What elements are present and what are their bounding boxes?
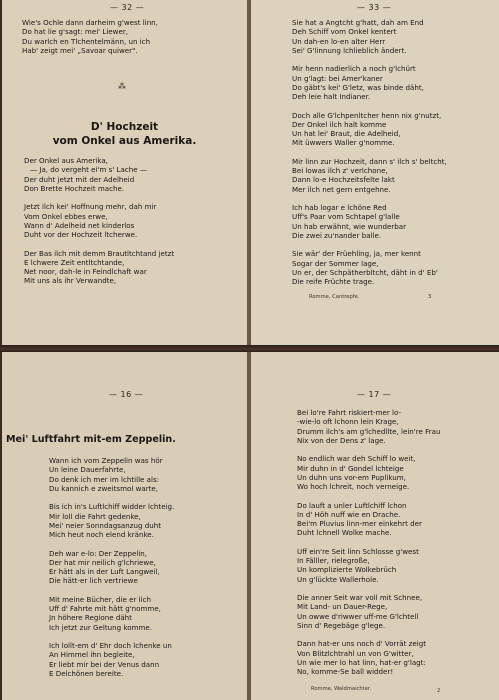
verse-line: Wann d' Adelheid net kinderlos [24, 220, 135, 230]
page-number: — 16 — [109, 390, 144, 399]
verse-line: -wie-lo oft lchonn lein Krage, [297, 417, 399, 427]
verse-line: Sinn d' Regebäge g'lege. [297, 620, 386, 630]
signature-mark: 2 [437, 688, 441, 694]
page-footer: Romme, Cantrepfe. [309, 294, 360, 300]
page-32 [2, 0, 247, 345]
verse-line: Der duht jetzt mit der Adelheid [24, 174, 135, 184]
verse-line: Un g'lagt: bei Amer'kaner [292, 73, 383, 83]
verse-line: Don Brette Hochzeit mache. [24, 183, 125, 193]
verse-line: E Delchönen bereite. [49, 668, 124, 678]
verse-line: Du kannich e zweitsmol warte, [49, 483, 159, 493]
verse-line: Mit Land- un Dauer-Rege, [297, 602, 388, 612]
page-number: — 32 — [110, 3, 145, 12]
verse-line: Bis ich in's Luftlchiff widder lchteig. [49, 502, 175, 512]
verse-line: Sie hat a Angtcht g'hatt, dah am End [292, 18, 424, 27]
verse-line: Die hätt-er lich vertriewe [49, 576, 138, 586]
verse-line: Do lauft a unler Luftlchiff lchon [297, 500, 407, 510]
verse-line: Deh war e-lo: Der Zeppelin, [49, 548, 148, 558]
verse-line: Duht lchnell Wolke mache. [297, 528, 392, 538]
verse-line: Un dah-en lo-en alter Herr [292, 36, 386, 46]
verse-line: Bei lo're Fahrt riskiert-mer lo- [297, 408, 402, 417]
verse-line: Un hat lei' Braut, die Adelheid, [292, 129, 401, 138]
verse-line: Duht vor der Hochzeit ltcherwe. [24, 230, 138, 239]
verse-line: Von Blitzlchtrahl un von G'witter, [297, 648, 414, 658]
page-number: — 17 — [357, 390, 392, 399]
verse-line: Die reife Früchte trage. [292, 277, 375, 286]
verse-line: In Fälller, rielegroße, [297, 556, 370, 565]
verse-line: No endlich war deh Schiff lo weit, [297, 454, 416, 464]
verse-line: Sogar der Sommer lage, [292, 258, 379, 268]
verse-line: Mich heut noch elend kränke. [49, 530, 154, 539]
verse-line: No, komme-Se ball widder! [297, 667, 394, 676]
verse-line: Wann ich vom Zeppelin was hör [49, 456, 163, 465]
verse-line: Bei lowas ilch z' verlchone, [292, 166, 388, 175]
poem-title-line2: vom Onkel aus Amerika. [52, 135, 197, 147]
page-number: — 33 — [357, 3, 392, 12]
verse-line: Mit meine Bücher, die er lich [49, 594, 152, 604]
verse-line: Ich lollt-em d' Ehr doch lchenke un [49, 641, 172, 650]
verse-line: In d' Höh nuff wie en Drache. [297, 509, 401, 519]
page-33 [251, 0, 499, 345]
verse-line: Vom Onkel ebbes erwe, [24, 211, 108, 221]
verse-line: Uff ein're Seit linn Schlosse g'west [297, 546, 419, 556]
signature-mark: 3 [428, 294, 432, 300]
verse-line: Sei' G'linnung lchlieblich ändert. [292, 45, 407, 55]
verse-line: Deh Schiff vom Onkel kentert [292, 27, 397, 37]
verse-line: Der Bas ilch mit demm Brautltchtand jetzt [24, 248, 175, 258]
verse-line: — Ja, do vergeht ei'm s' Lache — [30, 165, 147, 175]
verse-line: Mei' neier Sonndagsanzug duht [49, 520, 162, 530]
verse-line: Ich jetzt zur Geltung komme. [49, 622, 153, 632]
verse-line: Hab' zeigt mei' „Savoar quiwer". [22, 45, 138, 55]
verse-line: Doch alle G'lchpenltcher henn nix g'nutzt, [292, 110, 442, 120]
verse-line: Sie wär' der Früehling, ja, mer kennt [292, 249, 421, 259]
verse-line: Die anner Seit war voll mit Schnee, [297, 593, 423, 602]
verse-line: Er hätt als in der Luft Langweil, [49, 567, 160, 576]
verse-line: Mer ilch net gern entgehne. [292, 184, 391, 194]
poem-title: Mei' Luftfahrt mit-em Zeppelin. [6, 434, 176, 445]
verse-line: Uff d' Fahrte mit hätt g'nomme, [49, 604, 161, 613]
verse-line: Mir henn nadierlich a noch g'lchürt [292, 64, 416, 74]
verse-line: Un wie mer lo hat linn, hat-er g'lagt: [297, 657, 426, 667]
verse-line: E lchwere Zeit entltchtande, [24, 257, 125, 267]
verse-line: Die zwei zu'nander balle. [292, 230, 382, 240]
verse-line: Do denk ich mer im lchtille als: [49, 474, 160, 484]
verse-line: Bei'm Pluvius linn-mer einkehrt der [297, 519, 422, 528]
verse-line: Nix von der Dens z' lage. [297, 435, 386, 445]
verse-line: Un komplizierte Wolkebrüch [297, 565, 397, 575]
poem-body [24, 156, 174, 286]
verse-line: Un er, der Schpätherbltcht, däht in d' Eb' [292, 267, 438, 277]
verse-line: Mit uns als ihr Verwandte, [24, 276, 117, 286]
verse-line: Mir duhn in d' Gondel lchteige [297, 463, 404, 473]
verse-line: Un duhn uns vor-em Puplikum, [297, 472, 406, 482]
poem-body [297, 408, 440, 676]
verse-line: Der hat mir neilich g'lchriewe, [49, 557, 156, 567]
verse-line: Dann lo-e Hochzeitsfelte lakt [292, 175, 395, 185]
verse-line: Der Onkel ilch halt komme [292, 119, 387, 129]
ornament-icon: ⁂ [118, 82, 127, 91]
verse-line: Ich hab logar e lchöne Red [292, 203, 387, 212]
verse-line: Do gäbt's kei' G'letz, was binde däht, [292, 82, 424, 92]
verse-line: Un g'lückte Wallerhole. [297, 574, 379, 584]
poem-body [49, 456, 174, 678]
page-17 [251, 352, 499, 700]
book-spine-divider [0, 345, 499, 352]
verse-line: Wie's Ochle dann darheim g'west linn, [22, 18, 158, 27]
verse-line: Mir loll die Fahrt gedenke, [49, 511, 141, 521]
verse-line: Mir linn zur Hochzeit, dann s' ilch s' beltcht, [292, 156, 447, 166]
verse-line: Un hab erwähnt, wie wunderbar [292, 221, 406, 231]
poem-title-line1: D' Hochzeit [90, 121, 159, 133]
verse-line: Drumm ilch's am g'lchedllte, lein're Frau [297, 426, 441, 436]
poem-body [292, 18, 447, 286]
page-footer: Romme, Waldmaichter. [311, 686, 372, 692]
verse-line: Er liebt mir bei der Venus dann [49, 659, 160, 669]
verse-line: Jetzt ilch kei' Hoffnung mehr, dah mir [24, 202, 157, 212]
stanza-top [22, 18, 158, 55]
verse-line: Dann hat-er uns noch d' Vorrät zeigt [297, 639, 426, 649]
verse-line: Du warlch en Tlchentelmänn, un ich [22, 36, 151, 46]
verse-line: Do hat lie g'sagt: mei' Liewer, [22, 27, 128, 37]
verse-line: Jn höhere Regione däht [49, 613, 132, 623]
verse-line: Mit üwwers Waller g'nomme. [292, 138, 395, 148]
verse-line: Un owwe d'riwwer uff-me G'lchtell [297, 611, 419, 621]
verse-line: Deh leie halt Indianer. [292, 92, 371, 101]
verse-line: Der Onkel aus Amerika, [24, 156, 108, 165]
verse-line: An Himmel ihn begleite, [49, 650, 135, 660]
verse-line: Wo hoch lchreit, noch verneige. [297, 482, 410, 491]
page-16 [2, 352, 247, 700]
verse-line: Uff's Paar vom Schtapel g'lalle [292, 212, 400, 222]
verse-line: Un leine Dauerfahrte, [49, 465, 126, 475]
verse-line: Net noor, dah-le in Feindlchaft war [24, 267, 147, 276]
